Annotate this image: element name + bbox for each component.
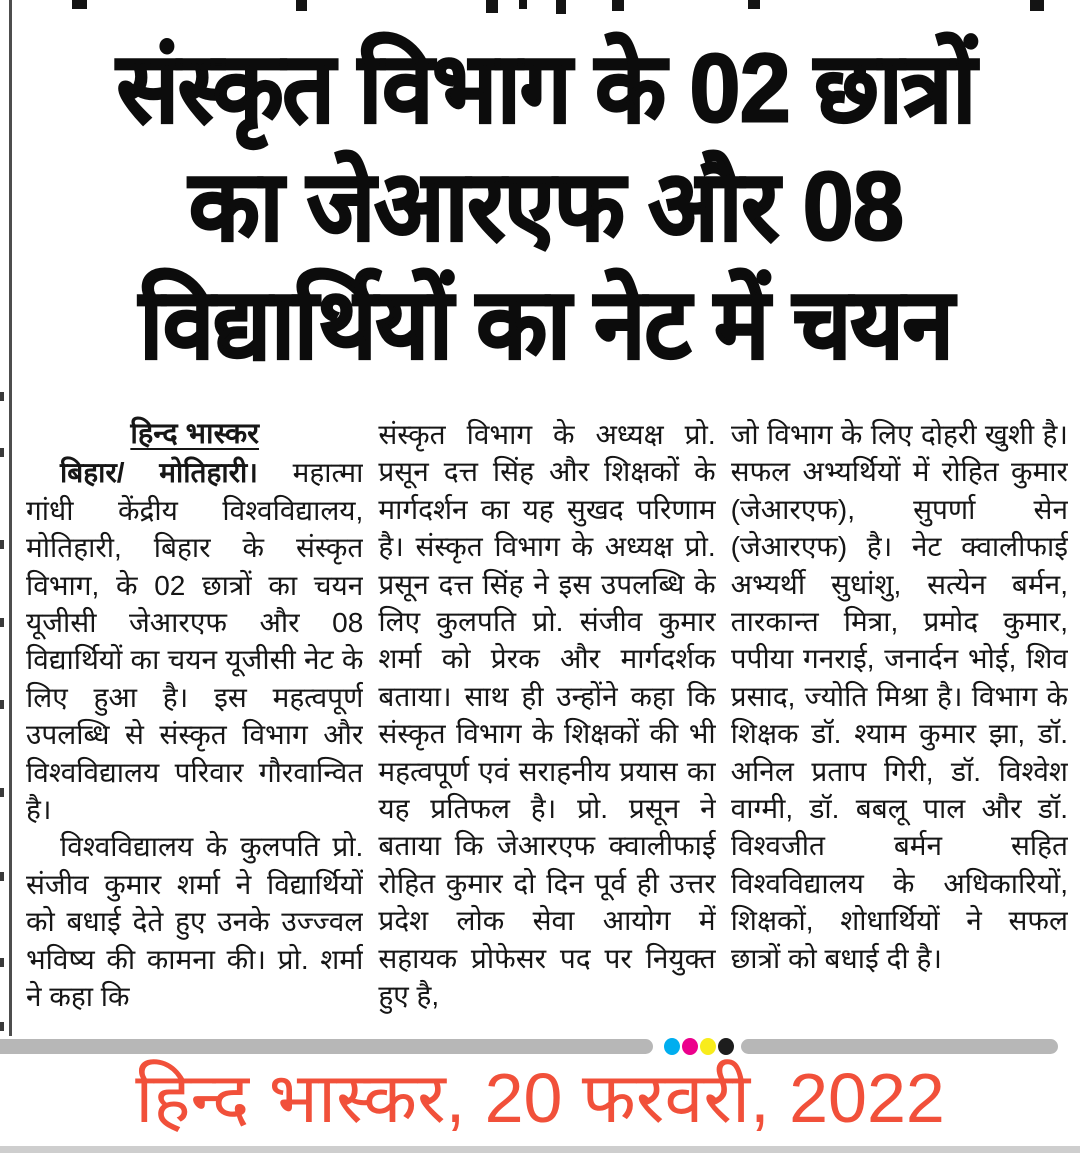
cropped-glyph-fragment [0,448,4,457]
byline [26,416,363,453]
cropped-glyph-fragment [0,958,4,967]
article-column-1 [26,416,363,1030]
registration-bar-right [741,1039,1058,1054]
column-divider-line [9,0,12,1036]
paragraph: जो विभाग के लिए दोहरी खुशी है। सफल अभ्यर्थियों में रोहित कुमार (जेआरएफ), सुपर्णा सेन (जेआरएफ) है। नेट क्वालीफाई अभ्यर्थी सुधांशु, सत्येन बर्मन, तारकान्त मित्रा, प्रमोद कुमार, पपीया गनराई, जनार्दन भोई, शिव प्रसाद, ज्योति मिश्रा है। विभाग के शिक्षक डॉ. श्याम कुमार झा, डॉ. अनिल प्रताप गिरी, डॉ. विश्वेश वाग्मी, डॉ. बबलू पाल और डॉ. विश्वजीत बर्मन सहित विश्वविद्यालय के अधिकारियों, शिक्षकों, शोधार्थियों ने सफल छात्रों को बधाई दी है। [730,419,1068,974]
cropped-glyph-fragment [0,392,4,401]
cyan-dot [664,1038,680,1055]
dateline: बिहार/ मोतिहारी। [60,457,258,489]
headline-line-2: का जेआरएफ और 08 [189,152,903,261]
cropped-glyph-fragment [0,540,4,549]
cropped-glyph-fragment [296,0,307,11]
headline-line-1: संस्कृत विभाग के 02 छात्रों [116,34,976,143]
cropped-glyph-fragment [0,618,4,627]
cropped-glyph-fragment [0,1022,4,1031]
article-column-2 [378,416,715,1030]
paragraph-text: महात्मा गांधी केंद्रीय विश्वविद्यालय, मोतिहारी, बिहार के संस्कृत विभाग, के 02 छात्रों का चयन यूजीसी जेआरएफ और 08 विद्यार्थियों का चयन यूजीसी नेट के लिए हुआ है। इस महत्वपूर्ण उपलब्धि से संस्कृत विभाग और विश्वविद्यालय परिवार गौरवान्वित है। [26,457,364,826]
black-dot [718,1038,734,1055]
article-column-3 [731,416,1068,1030]
cropped-glyph-fragment [612,0,624,11]
cropped-glyph-fragment [0,872,4,881]
source-caption: हिन्द भास्कर, 20 फरवरी, 2022 [135,1059,945,1137]
byline-text: हिन्द भास्कर [130,418,259,450]
headline-line-3: विद्यार्थियों का नेट में चयन [139,270,953,379]
paragraph: संस्कृत विभाग के अध्यक्ष प्रो. प्रसून दत्त सिंह और शिक्षकों के मार्गदर्शन का यह सुखद परिणाम है। संस्कृत विभाग के अध्यक्ष प्रो. प्रसून दत्त सिंह ने इस उपलब्धि के लिए कुलपति प्रो. संजीव कुमार शर्मा को प्रेरक और मार्गदर्शक बताया। साथ ही उन्होंने कहा कि संस्कृत विभाग के शिक्षकों की भी महत्वपूर्ण एवं सराहनीय प्रयास का यह प्रतिफल है। प्रो. प्रसून ने बताया कि जेआरएफ क्वालीफाई रोहित कुमार दो दिन पूर्व ही उत्तर प्रदेश लोक सेवा आयोग में सहायक प्रोफेसर पद पर नियुक्त हुए है, [378,419,716,1012]
cropped-glyph-fragment [1030,0,1044,11]
cropped-glyph-fragment [0,700,4,709]
cropped-glyph-fragment [748,0,760,9]
article-headline [22,26,1070,380]
cropped-glyph-fragment [519,0,527,9]
cropped-glyph-fragment [556,0,566,14]
cropped-glyph-fragment [486,0,498,13]
paragraph [26,454,363,828]
magenta-dot [682,1038,698,1055]
cropped-glyph-fragment [0,788,4,797]
bottom-strip [0,1146,1080,1153]
yellow-dot [700,1038,716,1055]
paragraph: विश्वविद्यालय के कुलपति प्रो. संजीव कुमार शर्मा ने विद्यार्थियों को बधाई देते हुए उनके उज्ज्वल भविष्य की कामना की। प्रो. शर्मा ने कहा कि [26,831,364,1013]
registration-bar-left [0,1039,653,1054]
cropped-glyph-fragment [72,0,87,9]
article-body [26,416,1068,1030]
